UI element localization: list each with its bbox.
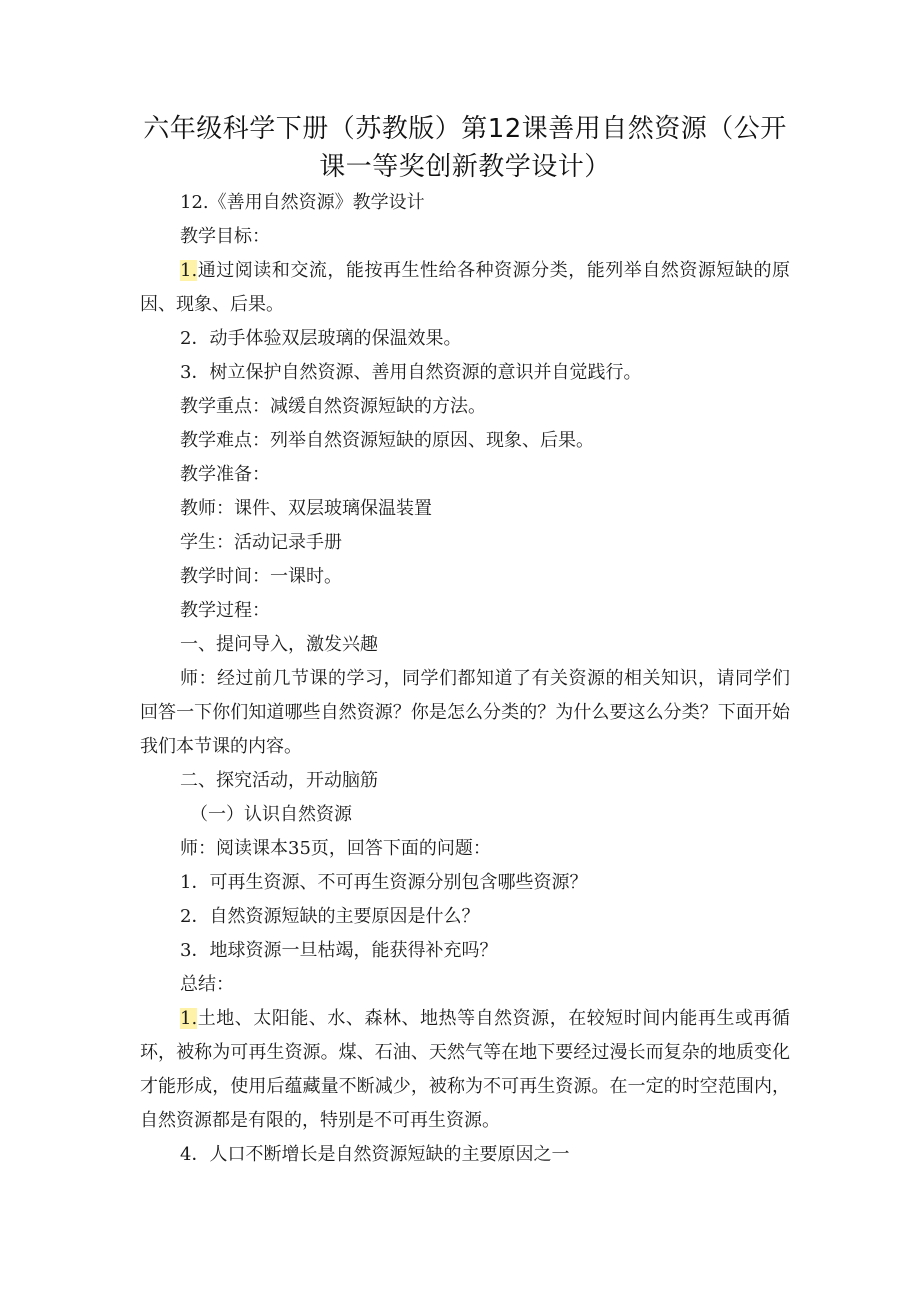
objective-1-text: 通过阅读和交流，能按再生性给各种资源分类，能列举自然资源短缺的原因、现象、后果。 <box>140 260 790 315</box>
intro-paragraph: 师：经过前几节课的学习，同学们都知道了有关资源的相关知识，请同学们回答一下你们知道哪些自然资源？你是怎么分类的？为什么要这么分类？下面开始我们本节课的内容。 <box>140 668 790 757</box>
difficulty: 教学难点：列举自然资源短缺的原因、现象、后果。 <box>180 430 594 451</box>
question-3: 3．地球资源一旦枯竭，能获得补充吗？ <box>180 940 498 961</box>
summary-1-number: 1. <box>180 1008 198 1029</box>
section-2-heading: 二、探究活动，开动脑筋 <box>180 770 378 791</box>
read-instruction: 师：阅读课本35页，回答下面的问题： <box>180 838 491 859</box>
summary-label: 总结： <box>180 974 234 995</box>
subsection-1-heading: （一）认识自然资源 <box>190 804 352 825</box>
question-2: 2．自然资源短缺的主要原因是什么？ <box>180 906 480 927</box>
document-body <box>140 186 790 1172</box>
process-label: 教学过程： <box>180 600 270 621</box>
prep-student: 学生：活动记录手册 <box>180 532 342 553</box>
summary-1-text: 土地、太阳能、水、森林、地热等自然资源，在较短时间内能再生或再循环，被称为可再生资源。煤、石油、天然气等在地下要经过漫长而复杂的地质变化才能形成，使用后蕴藏量不断减少，被称为不可再生资源。在一定的时空范围内，自然资源都是有限的，特别是不可再生资源。 <box>140 1008 790 1131</box>
key-point: 教学重点：减缓自然资源短缺的方法。 <box>180 396 486 417</box>
objective-3: 3．树立保护自然资源、善用自然资源的意识并自觉践行。 <box>180 362 642 383</box>
objectives-label: 教学目标： <box>180 226 270 247</box>
objective-2: 2．动手体验双层玻璃的保温效果。 <box>180 328 462 349</box>
summary-1 <box>140 1002 790 1138</box>
question-1: 1．可再生资源、不可再生资源分别包含哪些资源？ <box>180 872 588 893</box>
summary-4: 4．人口不断增长是自然资源短缺的主要原因之一 <box>180 1144 570 1165</box>
objective-1 <box>140 254 790 322</box>
prep-teacher: 教师：课件、双层玻璃保温装置 <box>180 498 432 519</box>
document-title: 六年级科学下册（苏教版）第12课善用自然资源（公开课一等奖创新教学设计） <box>143 114 787 182</box>
objective-1-number: 1. <box>180 260 198 281</box>
lesson-time: 教学时间：一课时。 <box>180 566 342 587</box>
prep-label: 教学准备： <box>180 464 270 485</box>
section-1-heading: 一、提问导入，激发兴趣 <box>180 634 378 655</box>
lesson-heading: 12.《善用自然资源》教学设计 <box>180 192 425 213</box>
